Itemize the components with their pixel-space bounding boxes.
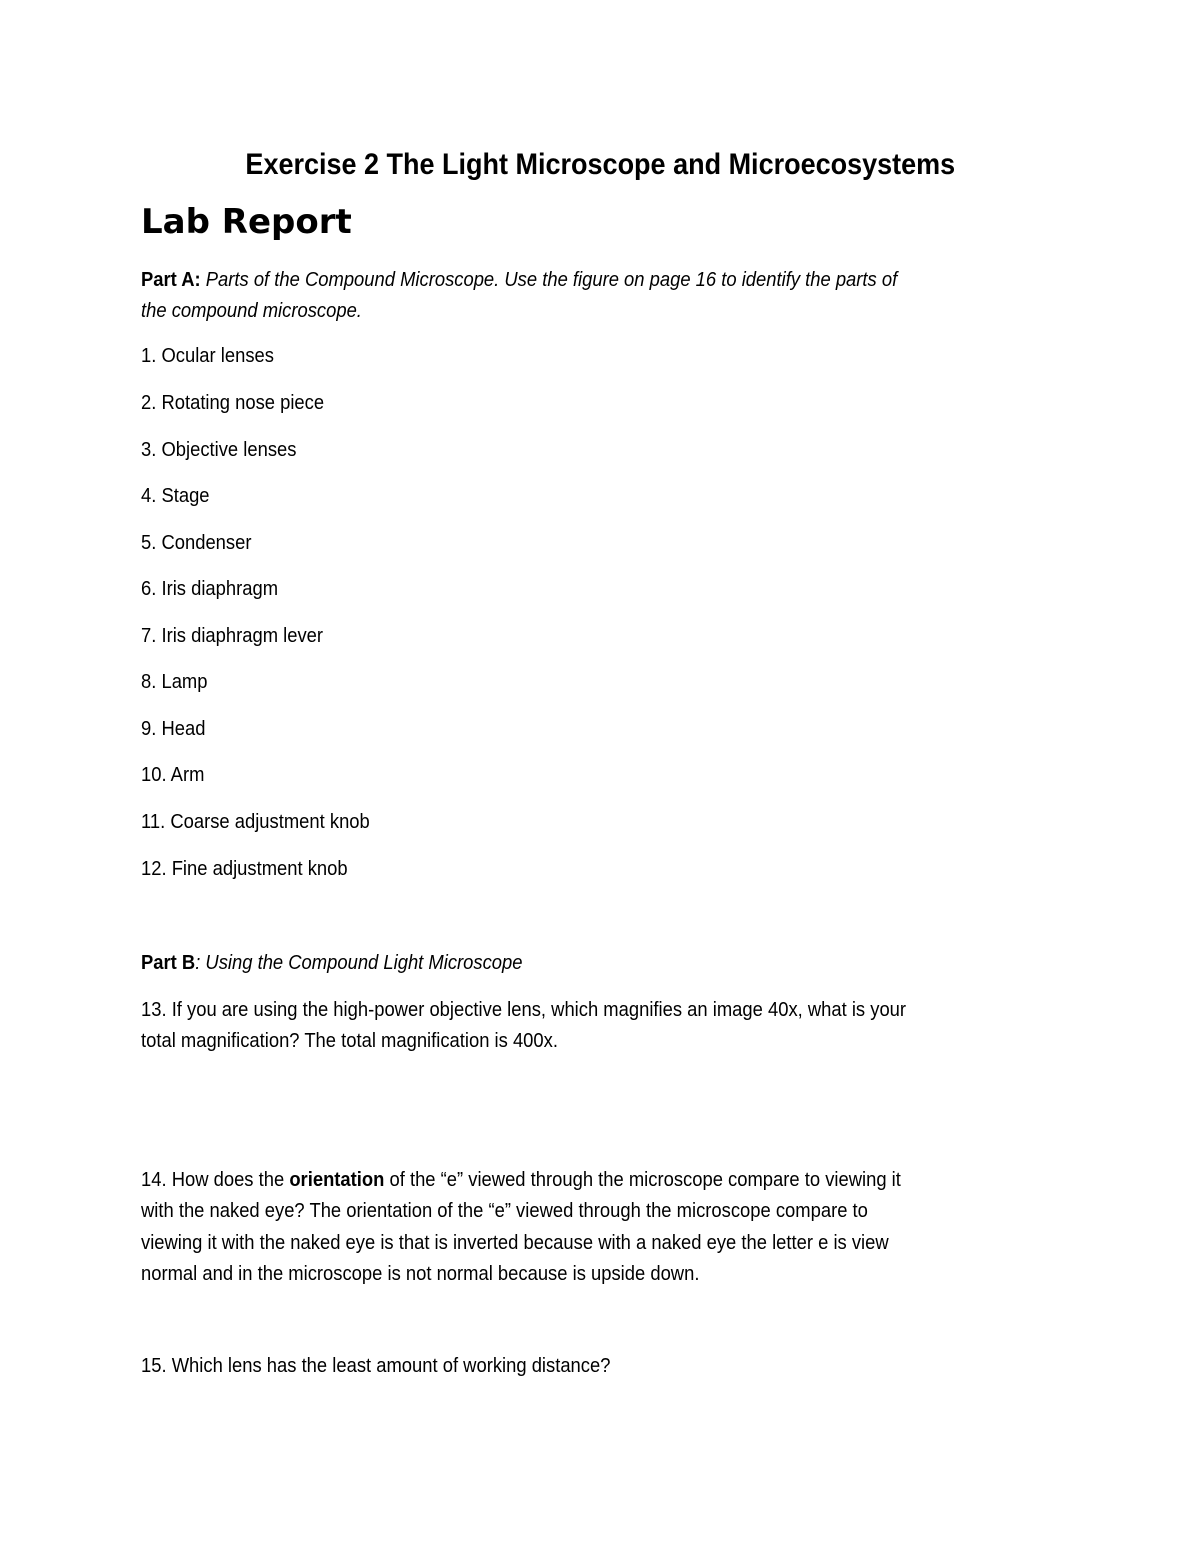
part-b-title: Using the Compound Light Microscope [200, 952, 523, 974]
list-item: 5. Condenser [141, 532, 252, 554]
question-14-prefix: 14. How does the [141, 1169, 290, 1191]
document-title-text: Exercise 2 The Light Microscope and Microecosystems [245, 148, 955, 181]
list-item: 12. Fine adjustment knob [141, 858, 348, 880]
question-14-line4: normal and in the microscope is not normal because is upside down. [141, 1263, 700, 1285]
question-14-line3: viewing it with the naked eye is that is inverted because with a naked eye the letter e is view [141, 1232, 889, 1254]
part-a-instruction-line2: the compound microscope. [141, 300, 362, 322]
list-item: 6. Iris diaphragm [141, 578, 279, 600]
question-14-line2: with the naked eye? The orientation of the “e” viewed through the microscope compare to [141, 1200, 868, 1222]
part-a-instruction-line1: Parts of the Compound Microscope. Use the figure on page 16 to identify the parts of [205, 269, 898, 291]
list-item: 8. Lamp [141, 671, 208, 693]
part-b-label: Part B [141, 952, 196, 974]
part-b-colon: : [195, 952, 201, 974]
question-14-line1 [141, 1165, 901, 1196]
list-item: 3. Objective lenses [141, 439, 297, 461]
list-item: 10. Arm [141, 764, 205, 786]
question-13-line2: total magnification? The total magnification is 400x. [141, 1030, 558, 1052]
list-item: 1. Ocular lenses [141, 345, 274, 367]
lab-report-heading: Lab Report [141, 202, 352, 242]
question-13-line1: 13. If you are using the high-power objective lens, which magnifies an image 40x, what is your [141, 999, 907, 1021]
list-item: 7. Iris diaphragm lever [141, 625, 324, 647]
list-item: 2. Rotating nose piece [141, 392, 325, 414]
question-15: 15. Which lens has the least amount of working distance? [141, 1355, 611, 1377]
part-b-heading [141, 948, 522, 979]
list-item: 4. Stage [141, 485, 210, 507]
part-a-label: Part A: [141, 269, 201, 291]
part-a-instruction [141, 265, 897, 296]
list-item: 9. Head [141, 718, 206, 740]
list-item: 11. Coarse adjustment knob [141, 811, 370, 833]
question-14-rest: of the “e” viewed through the microscope compare to viewing it [384, 1169, 901, 1191]
document-title [0, 146, 1200, 184]
question-14-bold-word: orientation [289, 1169, 385, 1191]
